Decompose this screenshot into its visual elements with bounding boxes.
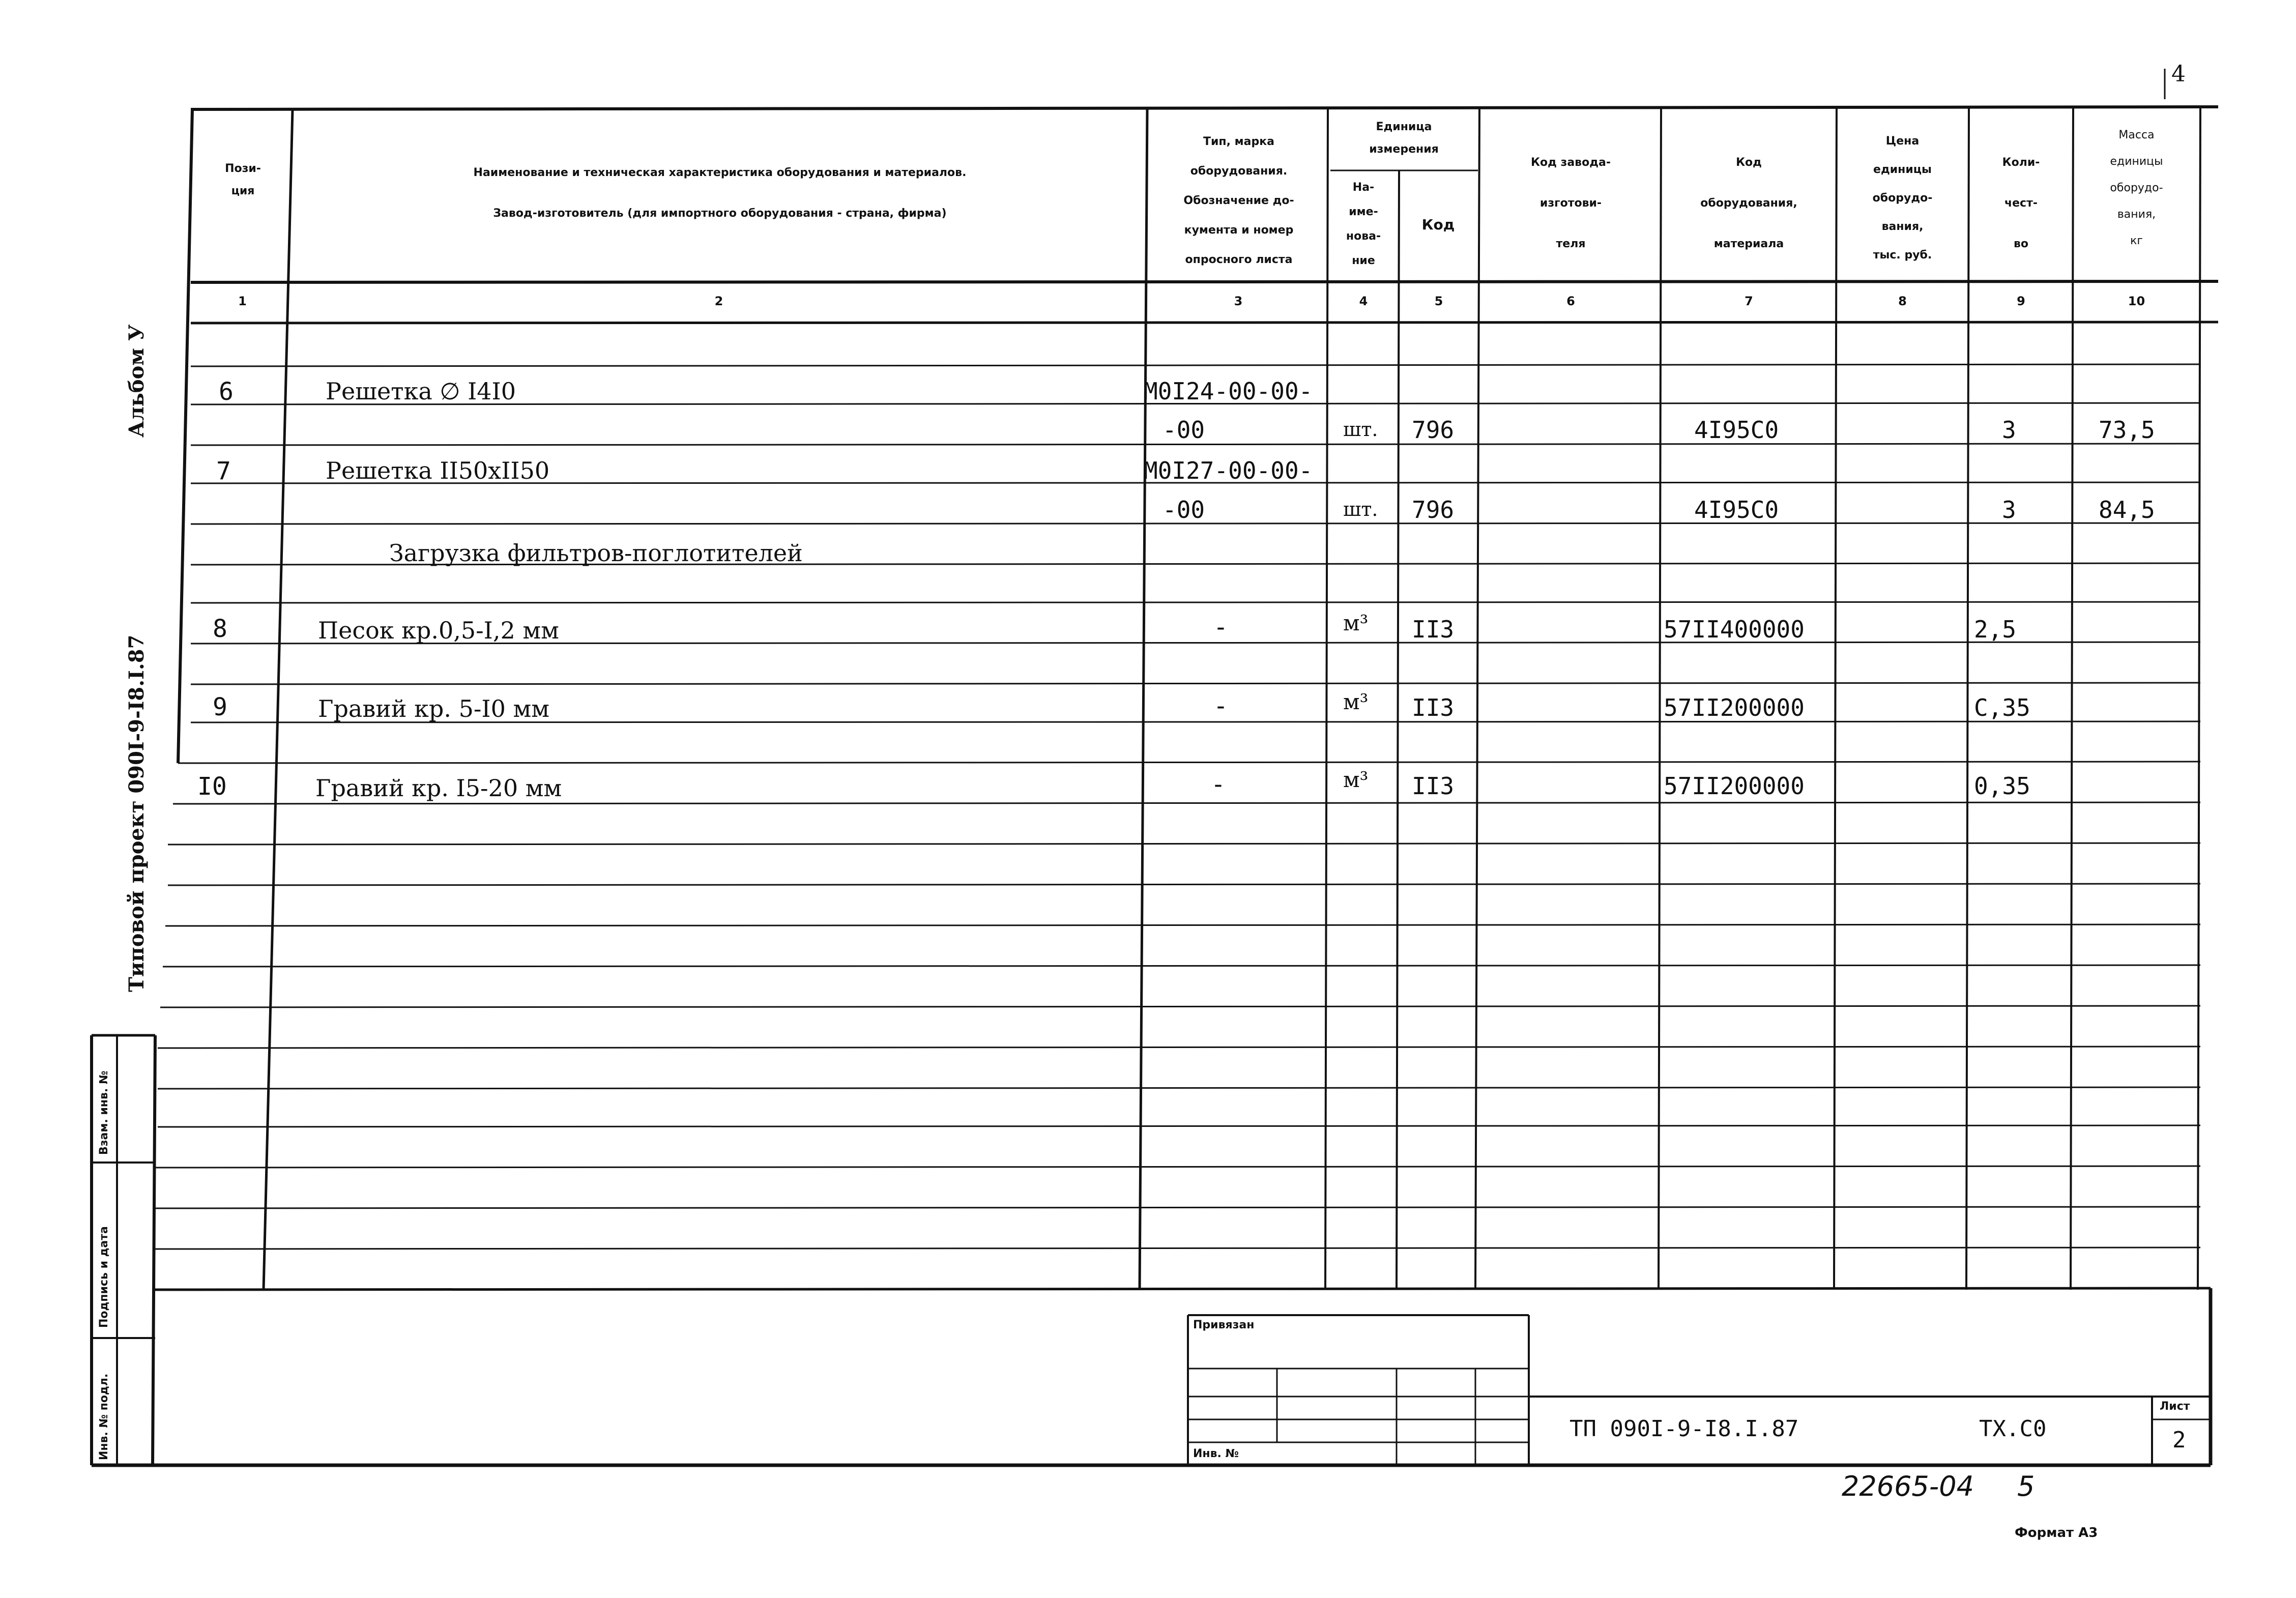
header-col8: Цена единицы оборудо- вания, тыс. руб. [1872,135,1933,262]
row7b-type: -00 [1162,496,1205,524]
col-number-2: 2 [714,294,723,308]
row6b-mass: 73,5 [2099,416,2155,444]
col-number-9: 9 [2017,294,2025,308]
title-sheet-no: 2 [2172,1427,2186,1453]
album-label: Альбом У [125,324,149,438]
header-unit-group: Единица измерения [1369,121,1439,156]
col-number-6: 6 [1566,294,1575,308]
col-number-5: 5 [1434,294,1443,308]
title-sheet-code: ТХ.С0 [1979,1416,2047,1442]
row8-code: II3 [1412,616,1455,643]
col-number-4: 4 [1359,294,1368,308]
row10-name: Гравий кр. I5-20 мм [315,774,562,802]
title-sheet-label: Лист [2160,1400,2190,1413]
row6b-equip-code: 4I95С0 [1694,416,1779,444]
col-number-8: 8 [1898,294,1907,308]
row7b-mass: 84,5 [2099,496,2155,524]
row6b-type: -00 [1162,416,1205,444]
row8-type: - [1213,613,1228,642]
row7b-equip-code: 4I95С0 [1694,496,1779,524]
col-number-10: 10 [2128,294,2145,308]
row6b-qty: 3 [2002,416,2016,444]
header-col1: Пози- ция [225,162,261,197]
row9-code: II3 [1412,694,1455,721]
title-attached: Привязан [1193,1319,1255,1331]
row9-name: Гравий кр. 5-I0 мм [318,695,550,722]
col-number-1: 1 [238,294,247,308]
row10-unit: м³ [1343,767,1369,792]
archive-sheet: 5 [2017,1470,2035,1502]
row9-pos: 9 [213,693,227,721]
row9-unit: м³ [1343,689,1369,714]
row10-type: - [1211,770,1226,799]
title-doc-code: ТП 090I-9-I8.I.87 [1570,1416,1799,1442]
row10-pos: I0 [197,772,227,801]
row7-name: Решетка II50хII50 [326,457,550,484]
row6-name: Решетка ∅ I4I0 [326,377,516,405]
col-number-7: 7 [1745,294,1753,308]
header-col5: Код [1421,216,1455,233]
format-label: Формат А3 [2015,1525,2098,1541]
page-number: 4 [2171,61,2186,87]
row7b-code: 796 [1412,496,1455,524]
row10-code: II3 [1412,772,1455,800]
row10-qty: 0,35 [1974,772,2030,800]
title-inv-no: Инв. № [1193,1447,1239,1460]
header-col9: Коли- чест- во [2002,156,2040,250]
row9-equip-code: 57II200000 [1664,694,1805,721]
header-col4: На- имe- нова- ние [1346,181,1381,267]
header-col10: Масса единицы оборудо- вания, кг [2110,129,2163,247]
stamp-inv-orig: Инв. № подл. [98,1373,110,1460]
archive-number: 22665-04 [1842,1470,1974,1502]
stamp-replace-inv: Взам. инв. № [98,1070,110,1155]
row6-pos: 6 [219,377,234,406]
row8-pos: 8 [213,615,227,643]
header-col6: Код завода- изготови- теля [1531,156,1611,250]
row7b-unit: шт. [1343,498,1378,520]
row9-qty: С,35 [1974,694,2030,721]
col-number-3: 3 [1234,294,1243,308]
row8-unit: м³ [1343,611,1369,635]
header-col3: Тип, марка оборудования. Обозначение до- кумента и номер опросного листа [1183,135,1294,266]
row8-equip-code: 57II400000 [1664,616,1805,643]
row6-type: М0I24-00-00- [1144,377,1313,405]
stamp-sign-date: Подпись и дата [98,1226,110,1328]
row7-type: М0I27-00-00- [1144,457,1313,484]
row9-type: - [1213,692,1228,720]
section-heading: Загрузка фильтров-поглотителей [389,539,803,567]
row10-equip-code: 57II200000 [1664,772,1805,800]
row7b-qty: 3 [2002,496,2016,524]
row8-qty: 2,5 [1974,616,2017,643]
row6b-code: 796 [1412,416,1455,444]
row6b-unit: шт. [1343,418,1378,441]
project-label: Типовой проект 090I-9-I8.I.87 [125,634,149,992]
header-col2: Наименование и техническая характеристика оборудования и материалов. Завод-изготовитель (для импортного оборудования - страна, фирма) [473,166,967,220]
row7-pos: 7 [216,457,231,485]
row8-name: Песок кр.0,5-I,2 мм [318,617,559,644]
header-col7: Код оборудования, материала [1700,156,1797,250]
